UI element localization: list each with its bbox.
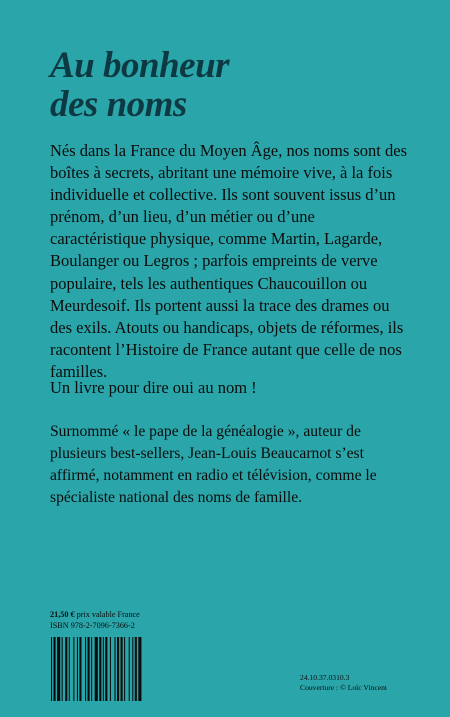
barcode-bar [95,637,98,701]
author-bio: Surnommé « le pape de la généalogie », auteur de plusieurs best-sellers, Jean-Louis Beaucarnot s’est affirmé, notamment en radio et télévision, comme le spécialiste national des noms de famille. [50,423,377,506]
barcode-bar [121,637,123,701]
barcode-bar [103,637,104,701]
tagline: Un livre pour dire oui au nom ! [50,378,257,397]
barcode-bar [99,637,101,701]
barcode-bar [110,637,111,701]
barcode-bar [65,637,67,701]
book-title-line-1: Au bonheur [50,45,230,86]
credits-block [300,673,387,693]
book-title-line-2: des noms [50,84,187,125]
barcode-bar [69,637,70,701]
barcode-bar [88,637,90,701]
barcode-bar [132,637,133,701]
isbn-number: ISBN 978-2-7096-7366-2 [50,620,135,630]
barcode-bar [57,637,60,701]
description-paragraph: Nés dans la France du Moyen Âge, nos noms sont des boîtes à secrets, abritant une mémoire vive, à la fois individuelle et collective. Ils sont souvent issus d’un prénom, d’un lieu, d’un métier ou d’une caractéristique physique, comme Martin, Lagarde, Boulanger ou Legros ; parfois empreints de verve populaire, tels les authentiques Chaucouillon ou Meurdesoif. Ils portent aussi la trace des drames ou des exils. Atouts ou handicaps, objets de réformes, ils racontent l’Histoire de France autant que celle de nos familles. [50,141,407,381]
price-block [50,610,140,631]
barcode-bar [73,637,74,701]
barcode-bar [135,637,137,701]
barcode-bar [105,637,107,701]
barcode-icon [50,637,169,701]
book-title [50,46,410,124]
barcode-bar [79,637,81,701]
price-note: prix valable France [76,610,140,619]
barcode-bar [129,637,130,701]
price-amount: 21,50 € [50,610,75,619]
barcode-bar [138,637,141,701]
barcode-bar [85,637,86,701]
barcode-bar [124,637,125,701]
description-block [50,140,410,383]
barcode-bar [62,637,63,701]
barcode-bar [91,637,92,701]
barcode-bar [54,637,56,701]
product-code: 24.10.37.0310.3 [300,673,350,682]
cover-credit: Couverture : © Loïc Vincent [300,683,387,693]
barcode-bar [51,637,52,701]
barcode-bar [115,637,116,701]
barcode-bar [117,637,119,701]
barcode-bar [77,637,78,701]
